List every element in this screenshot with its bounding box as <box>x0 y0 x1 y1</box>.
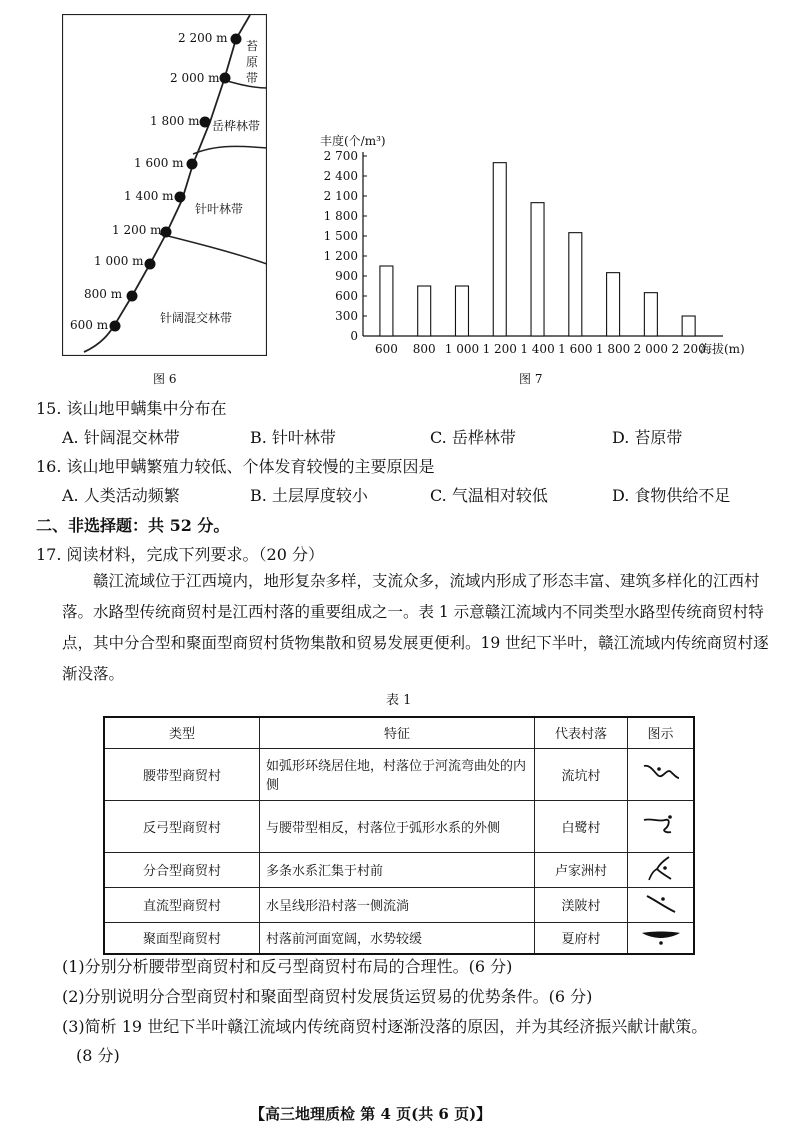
slope-line <box>84 15 250 352</box>
table-header: 类型 <box>104 717 260 748</box>
x-tick-label: 1 600 <box>558 342 593 356</box>
confluence-icon <box>641 855 681 881</box>
x-tick-label: 1 800 <box>595 342 631 356</box>
elev-label-600: 600 m <box>70 318 109 332</box>
bar <box>493 163 506 336</box>
q17-sub-1: (1)分别分析腰带型商贸村和反弓型商贸村布局的合理性。(6 分) <box>62 957 513 976</box>
y-tick-label: 2 100 <box>323 189 358 203</box>
x-tick-label: 800 <box>412 342 436 356</box>
q17-sub-3-score: (8 分) <box>76 1046 120 1065</box>
y-tick-label: 1 500 <box>323 229 358 243</box>
elev-label-2000: 2 000 m <box>170 71 220 85</box>
section-2-heading: 二、非选择题：共 52 分。 <box>36 516 230 535</box>
table-row: 直流型商贸村 水呈线形沿村落一侧流淌 渼陂村 <box>104 887 694 922</box>
table-header: 特征 <box>260 717 535 748</box>
table-1-title: 表 1 <box>386 693 412 708</box>
abundance-bar-chart <box>318 148 758 363</box>
y-tick-label: 1 800 <box>323 209 358 223</box>
table-row: 分合型商贸村 多条水系汇集于村前 卢家洲村 <box>104 852 694 887</box>
straight-flow-icon <box>641 890 681 916</box>
mountain-profile-diagram <box>62 14 267 356</box>
y-tick-label: 300 <box>335 309 358 323</box>
y-tick-label: 2 700 <box>323 149 358 163</box>
q15-option-a: A. 针阔混交林带 <box>62 428 180 447</box>
table-1 <box>103 716 695 955</box>
q15-option-d: D. 苔原带 <box>612 428 683 447</box>
y-tick-label: 900 <box>335 269 358 283</box>
zone-mixed-label: 针阔混交林带 <box>160 311 233 325</box>
q16-stem: 16. 该山地甲螨繁殖力较低、个体发育较慢的主要原因是 <box>36 457 435 476</box>
q17-sub-3: (3)简析 19 世纪下半叶赣江流域内传统商贸村逐渐没落的原因，并为其经济振兴献计献策。 <box>62 1017 708 1036</box>
y-tick-label: 600 <box>335 289 358 303</box>
table-header: 图示 <box>628 717 695 748</box>
q15-option-b: B. 针叶林带 <box>250 428 336 447</box>
waist-belt-icon <box>641 760 681 784</box>
table-row: 腰带型商贸村 如弧形环绕居住地，村落位于河流弯曲处的内侧 流坑村 <box>104 748 694 800</box>
x-tick-label: 1 000 <box>444 342 480 356</box>
fig7-caption: 图 7 <box>519 372 543 386</box>
x-tick-label: 1 400 <box>520 342 555 356</box>
x-tick-label: 2 000 <box>633 342 669 356</box>
x-tick-label: 600 <box>374 342 398 356</box>
q17-material: 赣江流域位于江西境内，地形复杂多样，支流众多，流域内形成了形态丰富、建筑多样化的江西村落。水路型传统商贸村是江西村落的重要组成之一。表 1 示意赣江流域内不同类型水路型传统商贸村特点，其中分合型和聚面型商贸村货物集散和贸易发展更便利。19 世纪下半叶，赣江流域内传统商贸村逐渐没落。 <box>62 572 769 683</box>
table-header: 代表村落 <box>535 717 628 748</box>
zone-conifer-label: 针叶林带 <box>195 202 244 216</box>
x-tick-label: 2 200 <box>671 342 706 356</box>
reverse-bow-icon <box>641 812 681 836</box>
table-row: 聚面型商贸村 村落前河面宽阔，水势较缓 夏府村 <box>104 922 694 954</box>
bar <box>682 316 695 336</box>
q17-sub-2: (2)分别说明分合型商贸村和聚面型商贸村发展货运贸易的优势条件。(6 分) <box>62 987 593 1006</box>
q15-option-c: C. 岳桦林带 <box>430 428 516 447</box>
elev-label-800: 800 m <box>84 287 123 301</box>
q16-option-a: A. 人类活动频繁 <box>62 486 180 505</box>
elev-label-1800: 1 800 m <box>150 114 200 128</box>
elev-label-2200: 2 200 m <box>178 31 228 45</box>
fig7-ylabel: 丰度(个/m³) <box>320 134 386 148</box>
zone-moss-label: 苔 原 带 <box>246 39 259 85</box>
q16-option-c: C. 气温相对较低 <box>430 486 548 505</box>
bar <box>455 286 468 336</box>
q17-stem: 17. 阅读材料，完成下列要求。（20 分） <box>36 545 324 564</box>
page-footer: 【高三地理质检 第 4 页(共 6 页)】 <box>250 1105 492 1123</box>
bar <box>569 233 582 336</box>
bar <box>418 286 431 336</box>
elev-label-1000: 1 000 m <box>94 254 144 268</box>
elev-label-1600: 1 600 m <box>134 156 184 170</box>
bar <box>607 273 620 336</box>
table-row: 反弓型商贸村 与腰带型相反，村落位于弧形水系的外侧 白鹭村 <box>104 800 694 852</box>
y-tick-label: 1 200 <box>323 249 358 263</box>
gathered-surface-icon <box>639 925 683 947</box>
q16-option-b: B. 土层厚度较小 <box>250 486 368 505</box>
bar <box>380 266 393 336</box>
elev-label-1400: 1 400 m <box>124 189 174 203</box>
fig7-xlabel: 海拔(m) <box>700 342 745 356</box>
y-tick-label: 2 400 <box>323 169 358 183</box>
bar <box>531 203 544 336</box>
bar <box>644 293 657 336</box>
q16-option-d: D. 食物供给不足 <box>612 486 731 505</box>
y-tick-label: 0 <box>350 329 358 343</box>
q15-stem: 15. 该山地甲螨集中分布在 <box>36 399 227 418</box>
x-tick-label: 1 200 <box>482 342 517 356</box>
figure-6 <box>62 14 267 356</box>
elev-label-1200: 1 200 m <box>112 223 162 237</box>
fig6-caption: 图 6 <box>153 372 177 386</box>
zone-birch-label: 岳桦林带 <box>212 119 261 133</box>
